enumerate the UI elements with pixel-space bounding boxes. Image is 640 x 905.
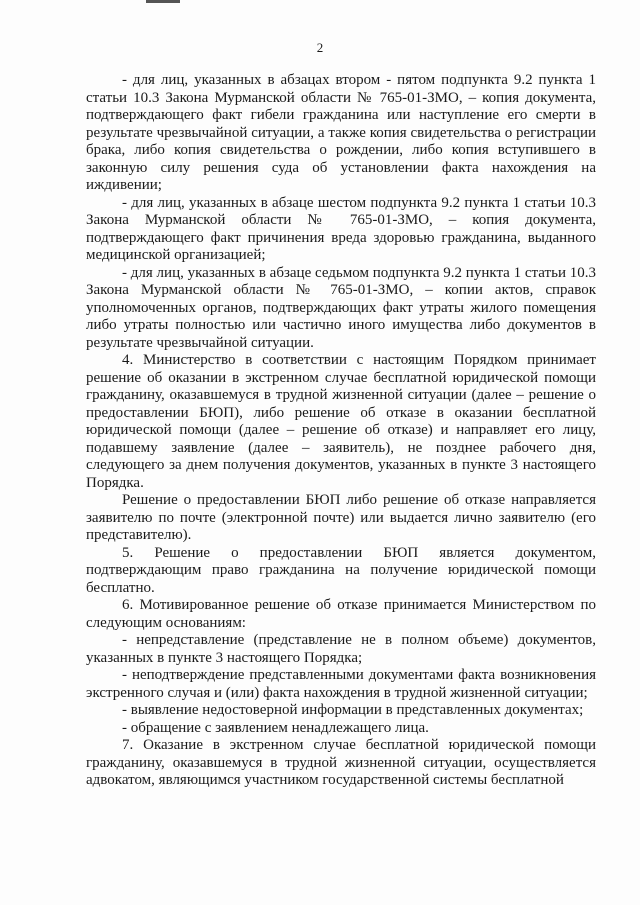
paragraph-property-loss-documents: - для лиц, указанных в абзаце седьмом подпункта 9.2 пункта 1 статьи 10.3 Закона Мурманской области № 765-01-ЗМО, – копии актов, справок уполномоченных органов, подтверждающих факт утраты жилого помещения либо утраты полностью или частично иного имущества либо документов в результате чрезвычайной ситуации. <box>86 264 596 351</box>
refusal-ground-false-information: - выявление недостоверной информации в представленных документах; <box>122 702 584 718</box>
paragraph-item-4: 4. Министерство в соответствии с настоящим Порядком принимает решение об оказании в экстренном случае бесплатной юридической помощи гражданину, оказавшемуся в трудной жизненной ситуации (далее – решение о предоставлении БЮП), либо решение об отказе в оказании бесплатной юридической помощи (далее – решение об отказе) и направляет его лицу, подавшему заявление (далее – заявитель), не позднее рабочего дня, следующего за днем получения документов, указанных в пункте 3 настоящего Порядка. <box>86 352 596 491</box>
refusal-ground-not-confirmed: - неподтверждение представленными документами факта возникновения экстренного случая и (или) факта нахождения в трудной жизненной ситуации; <box>86 667 596 701</box>
paragraph-item-5: 5. Решение о предоставлении БЮП является документом, подтверждающим право гражданина на получение юридической помощи бесплатно. <box>86 544 596 596</box>
refusal-ground-improper-applicant: - обращение с заявлением ненадлежащего лица. <box>122 719 429 736</box>
paragraph-health-harm-documents: - для лиц, указанных в абзаце шестом подпункта 9.2 пункта 1 статьи 10.3 Закона Мурманской области № 765-01-ЗМО, – копия документа, подтверждающего факт причинения вреда здоровью гражданина, выданного медицинской организацией; <box>86 194 596 263</box>
page-number: 2 <box>316 40 324 55</box>
paragraph-item-7: 7. Оказание в экстренном случае бесплатной юридической помощи гражданину, оказавшемуся в трудной жизненной ситуации, осуществляется адвокатом, являющимся участником государственной системы бесплатной <box>86 737 596 788</box>
paragraph-item-6: 6. Мотивированное решение об отказе принимается Министерством по следующим основаниям: <box>86 597 596 631</box>
scan-artifact <box>146 0 180 3</box>
paragraph-decision-delivery: Решение о предоставлении БЮП либо решение об отказе направляется заявителю по почте (электронной почте) или выдается лично заявителю (его представителю). <box>86 492 596 543</box>
paragraph-death-documents: - для лиц, указанных в абзацах втором - пятом подпункта 9.2 пункта 1 статьи 10.3 Закона Мурманской области № 765-01-ЗМО, – копия документа, подтверждающего факт гибели гражданина или наступление его смерти в результате чрезвычайной ситуации, а также копия свидетельства о регистрации брака, либо копия свидетельства о рождении, либо копия вступившего в законную силу решения суда об установлении факта нахождения на иждивении; <box>86 72 596 193</box>
refusal-ground-incomplete-documents: - непредставление (представление не в полном объеме) документов, указанных в пункте 3 настоящего Порядка; <box>86 632 596 666</box>
document-body <box>86 72 596 790</box>
